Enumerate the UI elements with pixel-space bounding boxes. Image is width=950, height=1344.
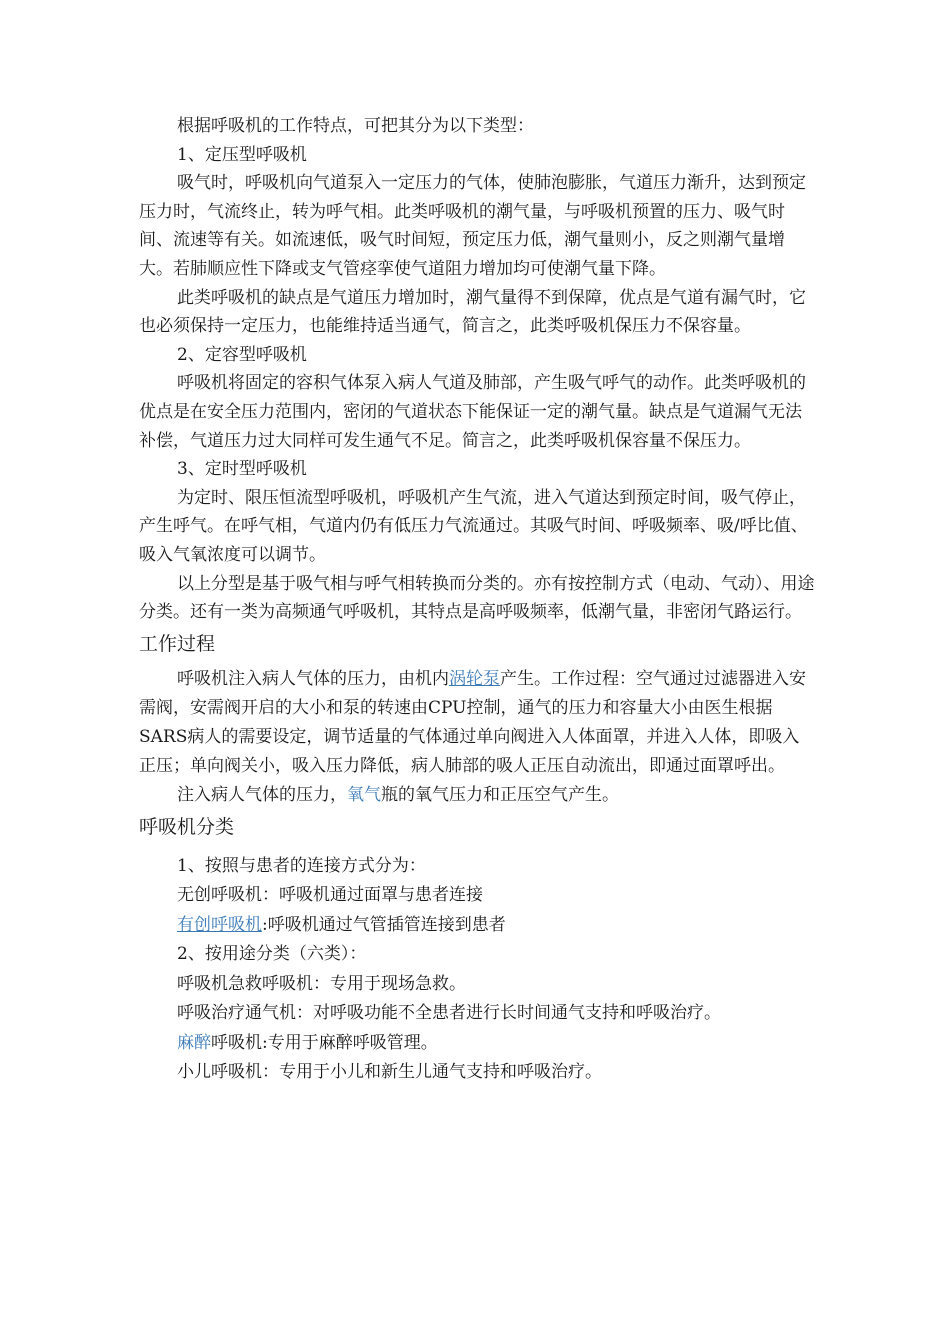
invasive-ventilator-link[interactable]: 有创呼吸机	[177, 914, 262, 935]
list-item: 呼吸治疗通气机：对呼吸功能不全患者进行长时间通气支持和呼吸治疗。	[177, 1003, 721, 1024]
type1-paragraph-2: 此类呼吸机的缺点是气道压力增加时，潮气量得不到保障，优点是气道有漏气时，它也必须保持一定压力，也能维持适当通气，简言之，此类呼吸机保压力不保容量。	[139, 287, 806, 337]
invasive-ventilator-text: :呼吸机通过气管插管连接到患者	[262, 914, 506, 935]
classification-list	[139, 852, 815, 1088]
type3-paragraph-1: 为定时、限压恒流型呼吸机，呼吸机产生气流，进入气道达到预定时间，吸气停止，产生呼气。在呼气相，气道内仍有低压力气流通过。其吸气时间、呼吸频率、吸/呼比值、吸入气氧浓度可以调节。	[139, 487, 808, 565]
list-item: 1、按照与患者的连接方式分为：	[177, 855, 426, 876]
list-item: 2、按用途分类（六类）：	[177, 944, 367, 965]
classification-heading: 呼吸机分类	[139, 815, 235, 838]
anesthesia-link[interactable]: 麻醉	[177, 1032, 211, 1053]
list-item: 呼吸机急救呼吸机：专用于现场急救。	[177, 973, 466, 994]
type3-title: 3、定时型呼吸机	[177, 459, 307, 480]
oxygen-text-b: 瓶的氧气压力和正压空气产生。	[381, 784, 619, 805]
type2-title: 2、定容型呼吸机	[177, 344, 307, 365]
oxygen-link[interactable]: 氧气	[347, 784, 381, 805]
list-item	[139, 1029, 815, 1059]
type2-paragraph-1: 呼吸机将固定的容积气体泵入病人气道及肺部，产生吸气呼气的动作。此类呼吸机的优点是在安全压力范围内，密闭的气道状态下能保证一定的潮气量。缺点是气道漏气无法补偿，气道压力过大同样可发生通气不足。简言之，此类呼吸机保容量不保压力。	[139, 373, 806, 451]
summary-paragraph: 以上分型是基于吸气相与呼气相转换而分类的。亦有按控制方式（电动、气动）、用途分类。还有一类为高频通气呼吸机，其特点是高呼吸频率，低潮气量，非密闭气路运行。	[139, 573, 815, 623]
intro-paragraph: 根据呼吸机的工作特点，可把其分为以下类型：	[177, 116, 534, 136]
list-item: 无创呼吸机：呼吸机通过面罩与患者连接	[177, 885, 483, 906]
work-process-text-a: 呼吸机注入病人气体的压力，由机内	[177, 668, 449, 689]
list-item: 小儿呼吸机：专用于小儿和新生儿通气支持和呼吸治疗。	[177, 1062, 602, 1083]
oxygen-text-a: 注入病人气体的压力，	[177, 784, 347, 805]
anesthesia-text: 呼吸机:专用于麻醉呼吸管理。	[211, 1032, 438, 1053]
work-process-text-b: 产生。工作过程：空气通过过滤器进入安需阀，安需阀开启的大小和泵的转速由CPU控制，通气的压力和容量大小由医生根据SARS病人的需要设定，调节适量的气体通过单向阀进入人体面罩，并进入人体，即吸入正压；单向阀关小，吸入压力降低，病人肺部的吸人正压自动流出，即通过面罩呼出。	[139, 668, 806, 776]
work-process-heading: 工作过程	[139, 632, 216, 655]
type1-paragraph-1: 吸气时，呼吸机向气道泵入一定压力的气体，使肺泡膨胀，气道压力渐升，达到预定压力时，气流终止，转为呼气相。此类呼吸机的潮气量，与呼吸机预置的压力、吸气时间、流速等有关。如流速低，吸气时间短，预定压力低，潮气量则小，反之则潮气量增大。若肺顺应性下降或支气管痉挛使气道阻力增加均可使潮气量下降。	[139, 173, 806, 279]
list-item	[139, 911, 815, 941]
work-process-section	[139, 665, 815, 810]
work-process-paragraph-1	[139, 665, 815, 781]
work-process-paragraph-2	[139, 781, 815, 810]
document-content	[139, 112, 815, 1088]
turbo-pump-link[interactable]: 涡轮泵	[449, 668, 500, 689]
type1-title: 1、定压型呼吸机	[177, 144, 307, 165]
